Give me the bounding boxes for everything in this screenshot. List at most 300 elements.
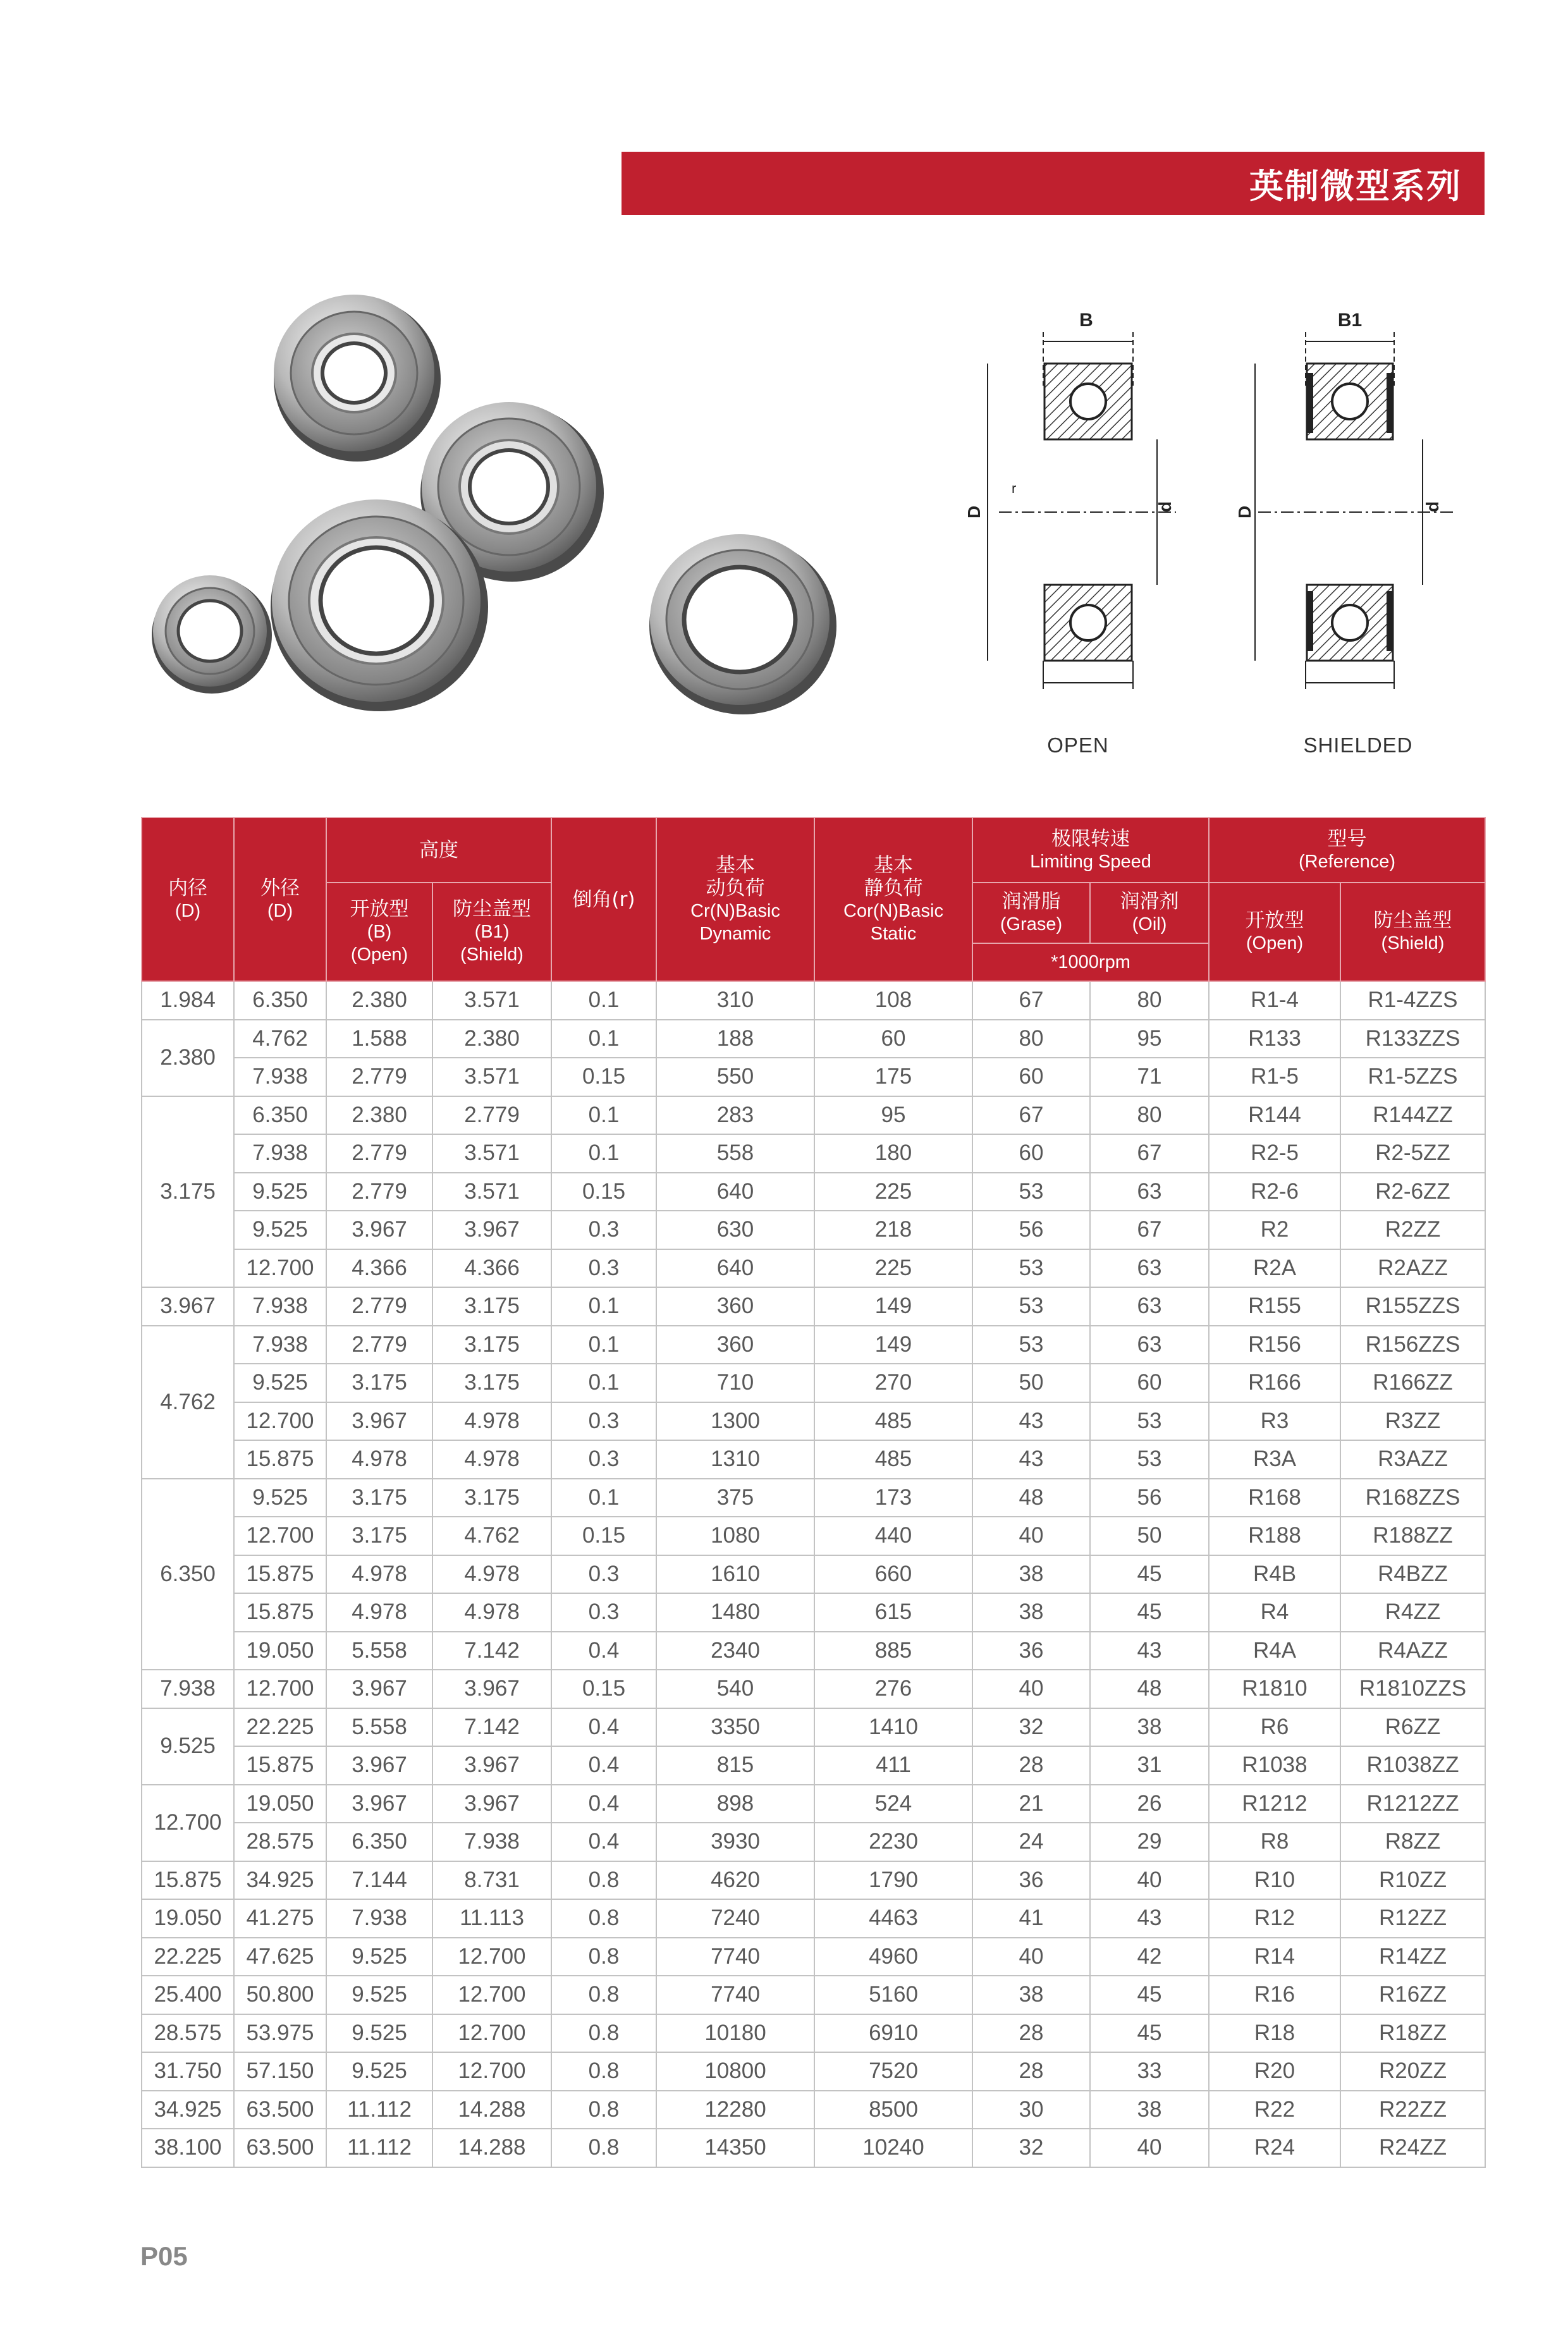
table-cell: 28.575 bbox=[234, 1823, 326, 1861]
table-row bbox=[142, 1938, 1485, 1976]
table-cell: 36 bbox=[972, 1632, 1090, 1670]
table-cell: 2.380 bbox=[326, 981, 432, 1020]
table-cell: 0.4 bbox=[551, 1632, 656, 1670]
table-cell: 4.762 bbox=[234, 1020, 326, 1058]
table-cell: 12280 bbox=[656, 2091, 814, 2129]
table-cell: R1212ZZ bbox=[1340, 1785, 1485, 1823]
table-cell: 63 bbox=[1090, 1287, 1209, 1326]
table-cell: 56 bbox=[972, 1211, 1090, 1249]
table-cell: 38 bbox=[972, 1976, 1090, 2014]
table-cell: 225 bbox=[814, 1249, 972, 1288]
table-cell: 9.525 bbox=[326, 2014, 432, 2053]
table-cell: 4620 bbox=[656, 1861, 814, 1900]
table-cell: 15.875 bbox=[234, 1555, 326, 1594]
table-cell: 3.175 bbox=[432, 1287, 551, 1326]
table-cell: 0.3 bbox=[551, 1593, 656, 1632]
table-cell: R156 bbox=[1209, 1326, 1340, 1364]
cell-bore: 1.984 bbox=[142, 981, 234, 1020]
table-cell: 53.975 bbox=[234, 2014, 326, 2053]
table-row bbox=[142, 1479, 1485, 1517]
table-cell: 3.571 bbox=[432, 981, 551, 1020]
col-height-group: 高度 bbox=[326, 817, 551, 883]
table-cell: 3.967 bbox=[432, 1670, 551, 1708]
table-cell: 276 bbox=[814, 1670, 972, 1708]
table-cell: 12.700 bbox=[432, 1938, 551, 1976]
table-cell: R155ZZS bbox=[1340, 1287, 1485, 1326]
col-open-width: 开放型 (B) (Open) bbox=[326, 883, 432, 981]
table-cell: 43 bbox=[972, 1402, 1090, 1441]
table-row bbox=[142, 2129, 1485, 2167]
table-cell: 40 bbox=[1090, 2129, 1209, 2167]
table-cell: 4.978 bbox=[432, 1440, 551, 1479]
table-cell: 40 bbox=[972, 1517, 1090, 1555]
table-cell: 1300 bbox=[656, 1402, 814, 1441]
table-cell: 3.571 bbox=[432, 1173, 551, 1211]
dim-label-inner-d-shielded: d bbox=[1423, 501, 1442, 512]
cell-bore: 22.225 bbox=[142, 1938, 234, 1976]
col-static-load: 基本 静负荷 Cor(N)Basic Static bbox=[814, 817, 972, 981]
table-cell: 3.967 bbox=[326, 1402, 432, 1441]
table-cell: 15.875 bbox=[234, 1593, 326, 1632]
table-cell: R168ZZS bbox=[1340, 1479, 1485, 1517]
table-cell: 0.15 bbox=[551, 1173, 656, 1211]
table-cell: 67 bbox=[972, 1096, 1090, 1135]
table-cell: R166 bbox=[1209, 1364, 1340, 1402]
table-cell: R16 bbox=[1209, 1976, 1340, 2014]
table-cell: 47.625 bbox=[234, 1938, 326, 1976]
table-cell: 4.366 bbox=[326, 1249, 432, 1288]
shielded-label: SHIELDED bbox=[1303, 733, 1413, 757]
table-cell: 0.1 bbox=[551, 1479, 656, 1517]
table-cell: R10ZZ bbox=[1340, 1861, 1485, 1900]
table-cell: 38 bbox=[972, 1593, 1090, 1632]
table-cell: 38 bbox=[1090, 1708, 1209, 1747]
table-cell: R1038ZZ bbox=[1340, 1746, 1485, 1785]
bearing-small-left bbox=[152, 575, 272, 694]
table-row bbox=[142, 1364, 1485, 1402]
table-cell: 28 bbox=[972, 2014, 1090, 2053]
table-cell: 524 bbox=[814, 1785, 972, 1823]
table-cell: 50 bbox=[1090, 1517, 1209, 1555]
table-cell: 45 bbox=[1090, 2014, 1209, 2053]
table-cell: 67 bbox=[1090, 1211, 1209, 1249]
table-cell: R1-4ZZS bbox=[1340, 981, 1485, 1020]
cell-bore: 4.762 bbox=[142, 1326, 234, 1479]
table-cell: 48 bbox=[972, 1479, 1090, 1517]
table-cell: 50 bbox=[972, 1364, 1090, 1402]
table-cell: 173 bbox=[814, 1479, 972, 1517]
table-cell: 3930 bbox=[656, 1823, 814, 1861]
cell-bore: 38.100 bbox=[142, 2129, 234, 2167]
table-cell: 0.3 bbox=[551, 1249, 656, 1288]
table-cell: 10800 bbox=[656, 2052, 814, 2091]
table-cell: 283 bbox=[656, 1096, 814, 1135]
table-cell: 0.15 bbox=[551, 1517, 656, 1555]
bearing-spec-table bbox=[141, 817, 1486, 2168]
table-row bbox=[142, 2091, 1485, 2129]
table-cell: 14350 bbox=[656, 2129, 814, 2167]
table-row bbox=[142, 1058, 1485, 1096]
table-cell: 19.050 bbox=[234, 1632, 326, 1670]
dim-label-r: r bbox=[1012, 480, 1017, 496]
table-cell: 60 bbox=[1090, 1364, 1209, 1402]
table-cell: 2.779 bbox=[432, 1096, 551, 1135]
table-row bbox=[142, 1670, 1485, 1708]
table-cell: 0.8 bbox=[551, 2129, 656, 2167]
table-cell: 11.113 bbox=[432, 1899, 551, 1938]
table-cell: 3.967 bbox=[432, 1746, 551, 1785]
table-cell: R12 bbox=[1209, 1899, 1340, 1938]
table-cell: R1-5 bbox=[1209, 1058, 1340, 1096]
table-cell: 1480 bbox=[656, 1593, 814, 1632]
table-cell: R18ZZ bbox=[1340, 2014, 1485, 2053]
table-row bbox=[142, 1746, 1485, 1785]
table-cell: 38 bbox=[972, 1555, 1090, 1594]
cell-bore: 28.575 bbox=[142, 2014, 234, 2053]
table-row bbox=[142, 1976, 1485, 2014]
table-cell: 63.500 bbox=[234, 2091, 326, 2129]
table-cell: 38 bbox=[1090, 2091, 1209, 2129]
table-header bbox=[142, 817, 1485, 981]
table-cell: R14 bbox=[1209, 1938, 1340, 1976]
table-cell: 1310 bbox=[656, 1440, 814, 1479]
col-chamfer: 倒角(r) bbox=[551, 817, 656, 981]
table-cell: 10240 bbox=[814, 2129, 972, 2167]
col-bore: 内径 (D) bbox=[142, 817, 234, 981]
table-cell: 28 bbox=[972, 2052, 1090, 2091]
table-cell: 640 bbox=[656, 1173, 814, 1211]
table-cell: R1-4 bbox=[1209, 981, 1340, 1020]
table-cell: R133 bbox=[1209, 1020, 1340, 1058]
table-cell: 12.700 bbox=[234, 1249, 326, 1288]
table-cell: 9.525 bbox=[234, 1364, 326, 1402]
table-cell: 4.978 bbox=[432, 1402, 551, 1441]
table-cell: 7.938 bbox=[326, 1899, 432, 1938]
table-cell: 36 bbox=[972, 1861, 1090, 1900]
cell-bore: 9.525 bbox=[142, 1708, 234, 1785]
table-cell: 45 bbox=[1090, 1976, 1209, 2014]
table-cell: R155 bbox=[1209, 1287, 1340, 1326]
table-cell: 43 bbox=[1090, 1632, 1209, 1670]
open-cross-section-diagram bbox=[964, 303, 1201, 714]
table-cell: 40 bbox=[972, 1938, 1090, 1976]
table-cell: 6910 bbox=[814, 2014, 972, 2053]
table-row bbox=[142, 1708, 1485, 1747]
table-cell: 7.938 bbox=[234, 1058, 326, 1096]
table-cell: 3.571 bbox=[432, 1134, 551, 1173]
cell-bore: 25.400 bbox=[142, 1976, 234, 2014]
page-number: P05 bbox=[140, 2241, 188, 2271]
table-cell: 10180 bbox=[656, 2014, 814, 2053]
table-cell: 0.8 bbox=[551, 1976, 656, 2014]
table-row bbox=[142, 1402, 1485, 1441]
table-cell: 60 bbox=[814, 1020, 972, 1058]
cell-bore: 3.175 bbox=[142, 1096, 234, 1288]
table-cell: 0.4 bbox=[551, 1746, 656, 1785]
table-cell: R16ZZ bbox=[1340, 1976, 1485, 2014]
table-cell: 71 bbox=[1090, 1058, 1209, 1096]
table-cell: 6.350 bbox=[326, 1823, 432, 1861]
table-cell: 26 bbox=[1090, 1785, 1209, 1823]
table-row bbox=[142, 1134, 1485, 1173]
table-cell: 485 bbox=[814, 1440, 972, 1479]
table-cell: R2ZZ bbox=[1340, 1211, 1485, 1249]
table-cell: 660 bbox=[814, 1555, 972, 1594]
table-cell: 0.15 bbox=[551, 1058, 656, 1096]
table-cell: 815 bbox=[656, 1746, 814, 1785]
table-cell: 33 bbox=[1090, 2052, 1209, 2091]
table-cell: 7.938 bbox=[432, 1823, 551, 1861]
table-cell: 270 bbox=[814, 1364, 972, 1402]
cell-bore: 6.350 bbox=[142, 1479, 234, 1670]
table-cell: 7.938 bbox=[234, 1134, 326, 1173]
table-cell: R22ZZ bbox=[1340, 2091, 1485, 2129]
table-row bbox=[142, 1517, 1485, 1555]
table-cell: 67 bbox=[972, 981, 1090, 1020]
table-row bbox=[142, 1555, 1485, 1594]
cell-bore: 7.938 bbox=[142, 1670, 234, 1708]
table-cell: 80 bbox=[972, 1020, 1090, 1058]
table-cell: 360 bbox=[656, 1287, 814, 1326]
table-cell: 7.144 bbox=[326, 1861, 432, 1900]
table-cell: 7.938 bbox=[234, 1326, 326, 1364]
table-cell: 3.175 bbox=[326, 1517, 432, 1555]
table-cell: 3.571 bbox=[432, 1058, 551, 1096]
table-cell: 0.3 bbox=[551, 1555, 656, 1594]
table-cell: 9.525 bbox=[326, 2052, 432, 2091]
table-cell: 95 bbox=[1090, 1020, 1209, 1058]
table-cell: 41.275 bbox=[234, 1899, 326, 1938]
table-cell: R144ZZ bbox=[1340, 1096, 1485, 1135]
table-cell: 8.731 bbox=[432, 1861, 551, 1900]
table-cell: 1.588 bbox=[326, 1020, 432, 1058]
table-cell: R2-6 bbox=[1209, 1173, 1340, 1211]
table-cell: 43 bbox=[972, 1440, 1090, 1479]
table-cell: R144 bbox=[1209, 1096, 1340, 1135]
table-cell: 898 bbox=[656, 1785, 814, 1823]
table-cell: R1-5ZZS bbox=[1340, 1058, 1485, 1096]
table-cell: 4.978 bbox=[326, 1593, 432, 1632]
table-cell: 3.175 bbox=[326, 1479, 432, 1517]
table-cell: 4.762 bbox=[432, 1517, 551, 1555]
col-ref-open: 开放型 (Open) bbox=[1209, 883, 1340, 981]
table-cell: 3.175 bbox=[432, 1326, 551, 1364]
table-cell: 218 bbox=[814, 1211, 972, 1249]
table-cell: 4463 bbox=[814, 1899, 972, 1938]
table-cell: R4ZZ bbox=[1340, 1593, 1485, 1632]
table-cell: 7.938 bbox=[234, 1287, 326, 1326]
table-cell: 9.525 bbox=[326, 1976, 432, 2014]
table-cell: R24ZZ bbox=[1340, 2129, 1485, 2167]
table-cell: 0.3 bbox=[551, 1211, 656, 1249]
table-cell: R4B bbox=[1209, 1555, 1340, 1594]
table-cell: R168 bbox=[1209, 1479, 1340, 1517]
bearings-photo bbox=[139, 284, 847, 740]
table-cell: 8500 bbox=[814, 2091, 972, 2129]
table-cell: 2230 bbox=[814, 1823, 972, 1861]
table-cell: 360 bbox=[656, 1326, 814, 1364]
table-cell: R8ZZ bbox=[1340, 1823, 1485, 1861]
table-cell: R1212 bbox=[1209, 1785, 1340, 1823]
table-cell: 7.142 bbox=[432, 1708, 551, 1747]
table-cell: 149 bbox=[814, 1326, 972, 1364]
col-speed-group: 极限转速 Limiting Speed bbox=[972, 817, 1209, 883]
cell-bore: 2.380 bbox=[142, 1020, 234, 1096]
dim-label-b1: B1 bbox=[1337, 310, 1363, 331]
table-cell: 0.8 bbox=[551, 2052, 656, 2091]
table-cell: R2-6ZZ bbox=[1340, 1173, 1485, 1211]
cell-bore: 34.925 bbox=[142, 2091, 234, 2129]
table-cell: R1810ZZS bbox=[1340, 1670, 1485, 1708]
table-cell: 22.225 bbox=[234, 1708, 326, 1747]
table-cell: 0.1 bbox=[551, 1096, 656, 1135]
table-cell: 53 bbox=[972, 1326, 1090, 1364]
table-cell: 4.978 bbox=[432, 1555, 551, 1594]
table-cell: 63 bbox=[1090, 1173, 1209, 1211]
table-cell: 42 bbox=[1090, 1938, 1209, 1976]
table-cell: 43 bbox=[1090, 1899, 1209, 1938]
table-cell: 21 bbox=[972, 1785, 1090, 1823]
cell-bore: 31.750 bbox=[142, 2052, 234, 2091]
table-cell: 30 bbox=[972, 2091, 1090, 2129]
table-cell: R6 bbox=[1209, 1708, 1340, 1747]
table-cell: 3.967 bbox=[326, 1746, 432, 1785]
table-cell: R2AZZ bbox=[1340, 1249, 1485, 1288]
col-oil: 润滑剂 (Oil) bbox=[1090, 883, 1209, 943]
table-cell: 53 bbox=[972, 1287, 1090, 1326]
table-cell: 45 bbox=[1090, 1593, 1209, 1632]
table-cell: R20ZZ bbox=[1340, 2052, 1485, 2091]
shielded-cross-section-diagram bbox=[1235, 303, 1486, 714]
table-cell: 9.525 bbox=[234, 1173, 326, 1211]
table-cell: 15.875 bbox=[234, 1440, 326, 1479]
table-cell: 32 bbox=[972, 1708, 1090, 1747]
table-cell: 188 bbox=[656, 1020, 814, 1058]
table-cell: R24 bbox=[1209, 2129, 1340, 2167]
table-cell: 80 bbox=[1090, 1096, 1209, 1135]
table-row bbox=[142, 1287, 1485, 1326]
bearing-top bbox=[274, 295, 441, 462]
table-cell: 0.1 bbox=[551, 1326, 656, 1364]
table-cell: 9.525 bbox=[234, 1211, 326, 1249]
table-cell: 11.112 bbox=[326, 2091, 432, 2129]
dim-label-outer-d: D bbox=[964, 505, 984, 518]
table-cell: 80 bbox=[1090, 981, 1209, 1020]
table-cell: 9.525 bbox=[326, 1938, 432, 1976]
dim-label-outer-d-shielded: D bbox=[1235, 505, 1254, 518]
cell-bore: 3.967 bbox=[142, 1287, 234, 1326]
table-cell: R2 bbox=[1209, 1211, 1340, 1249]
table-cell: 53 bbox=[972, 1173, 1090, 1211]
table-cell: 3.967 bbox=[326, 1670, 432, 1708]
table-cell: R20 bbox=[1209, 2052, 1340, 2091]
table-cell: 7740 bbox=[656, 1976, 814, 2014]
table-cell: 0.4 bbox=[551, 1708, 656, 1747]
table-cell: 0.1 bbox=[551, 981, 656, 1020]
table-row bbox=[142, 981, 1485, 1020]
table-cell: R156ZZS bbox=[1340, 1326, 1485, 1364]
table-cell: 1790 bbox=[814, 1861, 972, 1900]
table-cell: 3.175 bbox=[432, 1479, 551, 1517]
table-cell: 485 bbox=[814, 1402, 972, 1441]
table-cell: 0.1 bbox=[551, 1020, 656, 1058]
col-reference-group: 型号 (Reference) bbox=[1209, 817, 1485, 883]
table-cell: 6.350 bbox=[234, 981, 326, 1020]
table-row bbox=[142, 1211, 1485, 1249]
col-grease: 润滑脂 (Grase) bbox=[972, 883, 1090, 943]
table-cell: 14.288 bbox=[432, 2091, 551, 2129]
table-row bbox=[142, 1899, 1485, 1938]
dim-label-b: B bbox=[1079, 310, 1093, 331]
cell-bore: 12.700 bbox=[142, 1785, 234, 1861]
table-cell: 7520 bbox=[814, 2052, 972, 2091]
table-cell: R1038 bbox=[1209, 1746, 1340, 1785]
table-row bbox=[142, 1173, 1485, 1211]
table-row bbox=[142, 1096, 1485, 1135]
table-row bbox=[142, 1593, 1485, 1632]
table-cell: 0.4 bbox=[551, 1785, 656, 1823]
table-cell: 0.4 bbox=[551, 1823, 656, 1861]
table-cell: 710 bbox=[656, 1364, 814, 1402]
table-row bbox=[142, 2052, 1485, 2091]
table-row bbox=[142, 1861, 1485, 1900]
table-cell: 56 bbox=[1090, 1479, 1209, 1517]
table-cell: 149 bbox=[814, 1287, 972, 1326]
table-cell: 2.779 bbox=[326, 1287, 432, 1326]
table-cell: 5160 bbox=[814, 1976, 972, 2014]
table-cell: R2-5ZZ bbox=[1340, 1134, 1485, 1173]
table-cell: 2.380 bbox=[326, 1096, 432, 1135]
table-cell: R6ZZ bbox=[1340, 1708, 1485, 1747]
cell-bore: 15.875 bbox=[142, 1861, 234, 1900]
table-cell: R4A bbox=[1209, 1632, 1340, 1670]
table-cell: R4AZZ bbox=[1340, 1632, 1485, 1670]
table-cell: 3350 bbox=[656, 1708, 814, 1747]
table-cell: 411 bbox=[814, 1746, 972, 1785]
table-cell: 4.978 bbox=[326, 1555, 432, 1594]
table-cell: 53 bbox=[1090, 1440, 1209, 1479]
table-cell: 310 bbox=[656, 981, 814, 1020]
table-cell: 57.150 bbox=[234, 2052, 326, 2091]
table-row bbox=[142, 2014, 1485, 2053]
table-cell: 50.800 bbox=[234, 1976, 326, 2014]
table-cell: 0.3 bbox=[551, 1402, 656, 1441]
table-cell: 63.500 bbox=[234, 2129, 326, 2167]
table-cell: R4BZZ bbox=[1340, 1555, 1485, 1594]
table-cell: 53 bbox=[972, 1249, 1090, 1288]
table-cell: 640 bbox=[656, 1249, 814, 1288]
bearing-far-right bbox=[649, 534, 836, 714]
table-cell: 3.175 bbox=[432, 1364, 551, 1402]
table-cell: R8 bbox=[1209, 1823, 1340, 1861]
table-cell: 0.3 bbox=[551, 1440, 656, 1479]
table-cell: 225 bbox=[814, 1173, 972, 1211]
table-cell: R1810 bbox=[1209, 1670, 1340, 1708]
table-cell: 12.700 bbox=[234, 1517, 326, 1555]
table-row bbox=[142, 1326, 1485, 1364]
table-row bbox=[142, 1632, 1485, 1670]
table-cell: 4.978 bbox=[326, 1440, 432, 1479]
table-cell: 0.8 bbox=[551, 1861, 656, 1900]
table-cell: 12.700 bbox=[234, 1670, 326, 1708]
col-ref-shield: 防尘盖型 (Shield) bbox=[1340, 883, 1485, 981]
table-cell: 3.967 bbox=[432, 1785, 551, 1823]
table-cell: R4 bbox=[1209, 1593, 1340, 1632]
table-cell: 11.112 bbox=[326, 2129, 432, 2167]
table-cell: 540 bbox=[656, 1670, 814, 1708]
table-cell: 108 bbox=[814, 981, 972, 1020]
table-cell: 29 bbox=[1090, 1823, 1209, 1861]
